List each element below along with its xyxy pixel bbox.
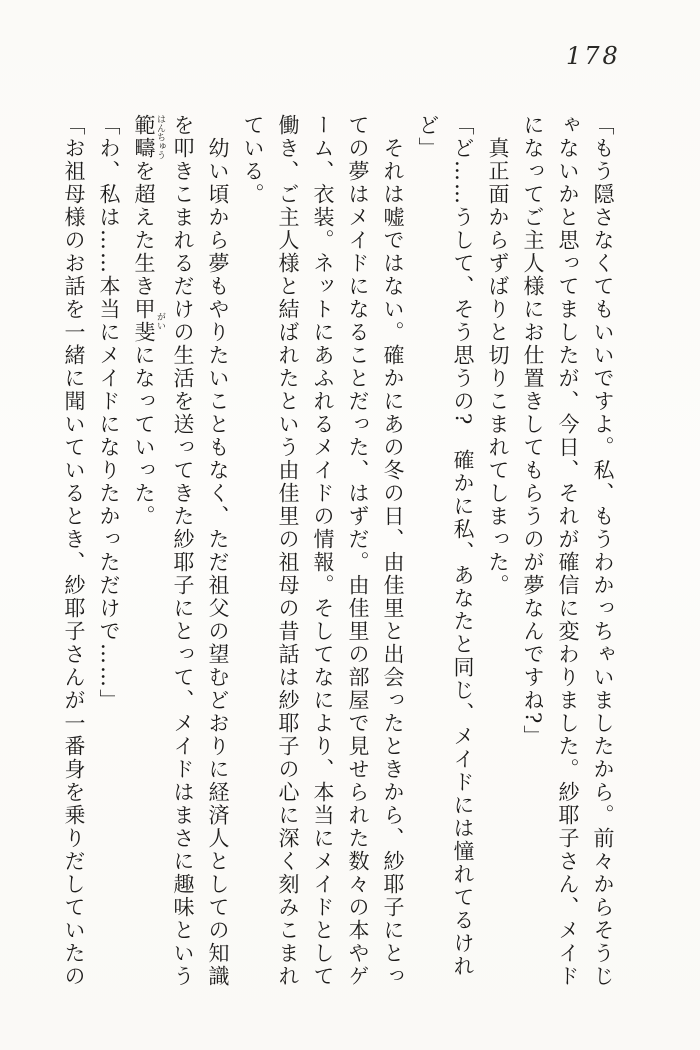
text-line: 「もう隠さなくてもいいですよ。私、もうわかっちゃいましたから。前々からそうじ — [591, 114, 615, 988]
text-line: 「お祖母様のお話を一緒に聞いているとき、紗耶子さんが一番身を乗りだしていたの — [62, 114, 86, 988]
vertical-text-block — [56, 114, 620, 1014]
ruby-annotated-word: 範疇 はんちゅう — [132, 114, 165, 160]
text-line: ど」 — [416, 114, 440, 160]
text-line: を叩きこまれるだけの生活を送ってきた紗耶子にとって、メイドはまさに趣味という — [171, 114, 195, 988]
text-line: 「わ、私は……本当にメイドになりたかっただけで……」 — [97, 114, 121, 712]
text-line: 幼い頃から夢もやりたいこともなく、ただ祖父の望むどおりに経済人としての知識 — [206, 114, 230, 988]
text-line: 働き、ご主人様と結ばれたという由佳里の祖母の昔話は紗耶子の心に深く刻みこまれ — [276, 114, 300, 988]
text-line: ーム、衣装。ネットにあふれるメイドの情報。そしてなにより、本当にメイドとして — [311, 114, 335, 988]
text-line: ている。 — [241, 114, 265, 206]
text-line: 「ど……うして、そう思うの? 確かに私、あなたと同じ、メイドには憧れてるけれ — [451, 114, 475, 979]
text-line: 真正面からずばりと切りこまれてしまった。 — [486, 114, 510, 597]
text-line: ゃないかと思ってましたが、今日、それが確信に変わりました。紗耶子さん、メイド — [556, 114, 580, 988]
text-line: 範疇 はんちゅうを超えた生き甲斐 がいになっていった。 — [132, 114, 165, 528]
page-number: 178 — [566, 42, 621, 70]
text-line: になってご主人様にお仕置きしてもらうのが夢なんですね?」 — [521, 114, 545, 749]
text-line: ての夢はメイドになることだった、はずだ。由佳里の部屋で見せられた数々の本やゲ — [346, 114, 370, 988]
ruby-annotated-word: 甲斐 がい — [132, 298, 165, 344]
text-line: それは嘘ではない。確かにあの冬の日、由佳里と出会ったときから、紗耶子にとっ — [381, 114, 405, 988]
